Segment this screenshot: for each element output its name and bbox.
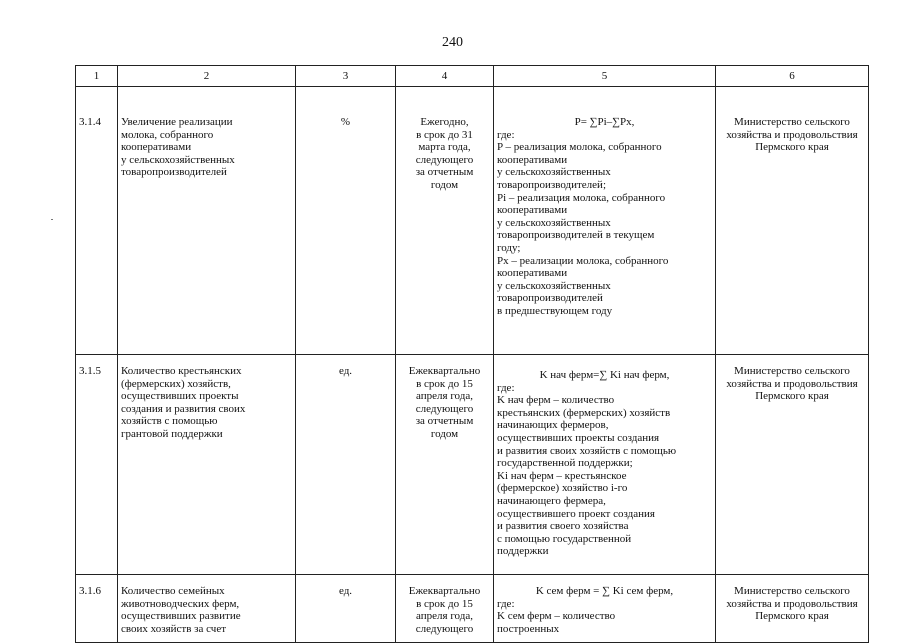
row-period: Ежегодно, в срок до 31 марта года, следующего за отчетным годом bbox=[396, 87, 494, 355]
row-unit: ед. bbox=[296, 575, 396, 643]
row-formula-cell bbox=[494, 355, 716, 575]
row-formula-cell bbox=[494, 575, 716, 643]
row-responsible: Министерство сельского хозяйства и продовольствия Пермского края bbox=[716, 87, 869, 355]
column-header-3: 3 bbox=[296, 66, 396, 87]
row-formula-description: где: K нач ферм – количество крестьянских (фермерских) хозяйств начинающих фермеров, осуществивших проекты создания и развития своих хозяйств с помощью государственной поддержки; Ki нач ферм – крестьянское (фермерское) хозяйство i-го начинающего фермера, осуществившего проект создания и развития своего хозяйства с помощью государственной поддержки bbox=[497, 381, 677, 558]
table-row bbox=[76, 87, 869, 355]
row-formula-cell bbox=[494, 87, 716, 355]
row-indicator: Количество крестьянских (фермерских) хозяйств, осуществивших проекты создания и развития своих хозяйств с помощью грантовой поддержки bbox=[118, 355, 296, 575]
table-row bbox=[76, 355, 869, 575]
row-period: Ежеквартально в срок до 15 апреля года, следующего bbox=[396, 575, 494, 643]
indicators-table bbox=[75, 65, 869, 643]
column-header-1: 1 bbox=[76, 66, 118, 87]
row-formula: K сем ферм = ∑ Ki сем ферм, bbox=[535, 585, 674, 597]
row-code: 3.1.6 bbox=[76, 575, 118, 643]
row-code: 3.1.4 bbox=[76, 87, 118, 355]
row-formula: K нач ферм=∑ Ki нач ферм, bbox=[539, 369, 670, 381]
row-indicator: Увеличение реализации молока, собранного кооперативами у сельскохозяйственных товаропроизводителей bbox=[118, 87, 296, 355]
column-header-5: 5 bbox=[494, 66, 716, 87]
row-indicator: Количество семейных животноводческих ферм, осуществивших развитие своих хозяйств за счет bbox=[118, 575, 296, 643]
row-period: Ежеквартально в срок до 15 апреля года, следующего за отчетным годом bbox=[396, 355, 494, 575]
row-responsible: Министерство сельского хозяйства и продовольствия Пермского края bbox=[716, 575, 869, 643]
column-header-6: 6 bbox=[716, 66, 869, 87]
table-header-row bbox=[76, 66, 869, 87]
row-unit: ед. bbox=[296, 355, 396, 575]
row-responsible: Министерство сельского хозяйства и продовольствия Пермского края bbox=[716, 355, 869, 575]
scan-speck bbox=[51, 219, 53, 220]
row-unit: % bbox=[296, 87, 396, 355]
row-code: 3.1.5 bbox=[76, 355, 118, 575]
row-formula-description: где: K сем ферм – количество построенных bbox=[497, 597, 616, 635]
column-header-2: 2 bbox=[118, 66, 296, 87]
column-header-4: 4 bbox=[396, 66, 494, 87]
row-formula: P= ∑Pi–∑Px, bbox=[574, 116, 635, 128]
page-number: 240 bbox=[442, 35, 463, 50]
row-formula-description: где: P – реализация молока, собранного кооперативами у сельскохозяйственных товаропроизводителей; Pi – реализация молока, собранного кооперативами у сельскохозяйственных товаропроизводителей в текущем году; Px – реализации молока, собранного кооперативами у сельскохозяйственных товаропроизводителей в предшествующем году bbox=[497, 128, 669, 317]
table-row bbox=[76, 575, 869, 643]
